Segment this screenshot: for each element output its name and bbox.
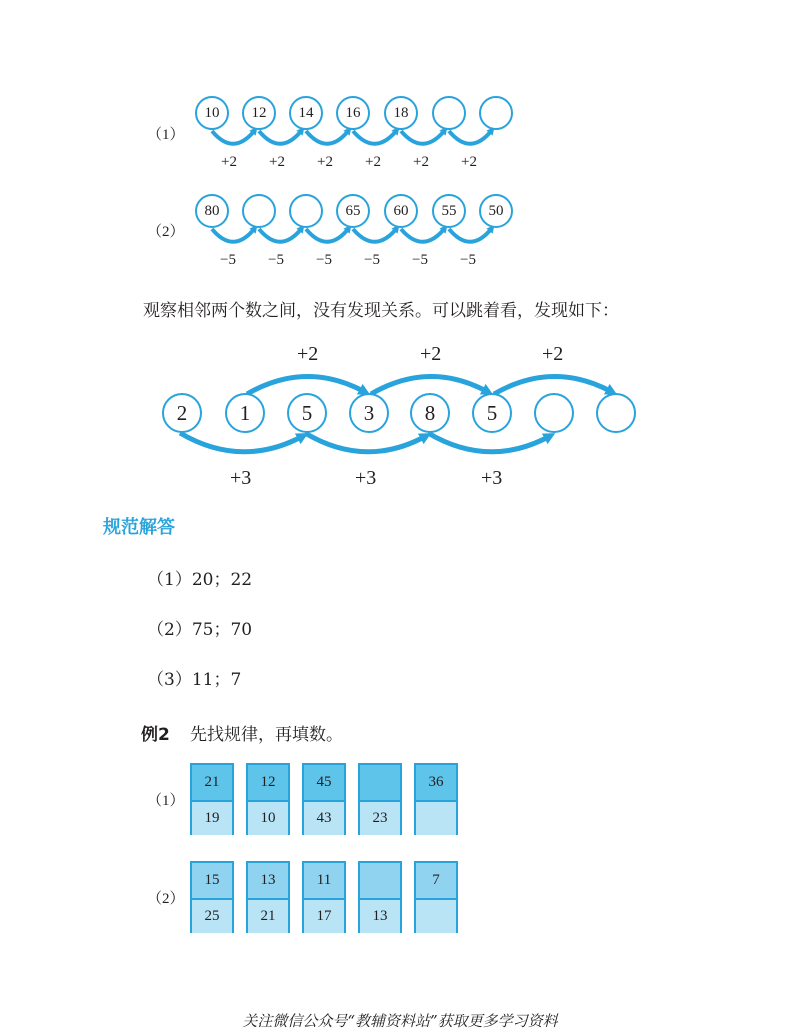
cards2-card-2 xyxy=(246,861,290,933)
seq2-step-1: −5 xyxy=(220,252,236,268)
cards2-card-5 xyxy=(414,861,458,933)
seq1-step-6: +2 xyxy=(461,154,477,170)
cards1-card-2 xyxy=(246,763,290,835)
solution-heading: 规范解答 xyxy=(103,517,175,538)
seq3-circle-7 xyxy=(534,393,574,433)
seq3-top-step-3: +2 xyxy=(542,343,564,365)
seq3-top-arrow-2 xyxy=(371,376,488,394)
seq2-step-6: −5 xyxy=(460,252,476,268)
seq2-circle-6: 55 xyxy=(432,194,466,228)
cards1-label: （1） xyxy=(147,793,185,809)
seq2-arrow-1 xyxy=(212,228,255,242)
footer-text: 关注微信公众号“教辅资料站”获取更多学习资料 xyxy=(242,1012,558,1030)
seq2-arrow-4 xyxy=(353,228,397,242)
example-text: 先找规律，再填数。 xyxy=(190,725,343,745)
seq1-step-1: +2 xyxy=(221,154,237,170)
cards1-card-bottom xyxy=(416,802,456,835)
seq3-top-step-2: +2 xyxy=(420,343,442,365)
cards1-card-4 xyxy=(358,763,402,835)
cards2-card-bottom: 17 xyxy=(304,900,344,933)
cards1-card-top xyxy=(360,765,400,802)
cards1-card-1 xyxy=(190,763,234,835)
cards2-card-3 xyxy=(302,861,346,933)
seq2-circle-3 xyxy=(289,194,323,228)
seq1-arrows xyxy=(212,130,492,144)
seq3-circle-6: 5 xyxy=(472,393,512,433)
seq1-circle-2: 12 xyxy=(242,96,276,130)
seq3-bottom-arrow-1 xyxy=(180,433,303,452)
cards1-card-top: 12 xyxy=(248,765,288,802)
seq2-arrow-3 xyxy=(306,228,349,242)
seq1-circle-4: 16 xyxy=(336,96,370,130)
seq3-top-arrow-1 xyxy=(247,376,365,394)
cards1-card-top: 36 xyxy=(416,765,456,802)
cards1-card-3 xyxy=(302,763,346,835)
seq3-circle-4: 3 xyxy=(349,393,389,433)
cards1-card-top: 21 xyxy=(192,765,232,802)
seq2-label: （2） xyxy=(147,224,185,240)
seq1-arrow-6 xyxy=(449,130,492,144)
seq1-step-3: +2 xyxy=(317,154,333,170)
seq2-circle-1: 80 xyxy=(195,194,229,228)
seq2-circle-2 xyxy=(242,194,276,228)
seq1-arrow-3 xyxy=(306,130,349,144)
cards1-card-bottom: 10 xyxy=(248,802,288,835)
seq3-bottom-step-2: +3 xyxy=(355,467,377,489)
cards1-card-5 xyxy=(414,763,458,835)
seq1-circle-6 xyxy=(432,96,466,130)
seq3-bottom-step-1: +3 xyxy=(230,467,252,489)
seq1-arrow-4 xyxy=(353,130,397,144)
observation-text: 观察相邻两个数之间，没有发现关系。可以跳着看，发现如下： xyxy=(143,301,619,321)
seq2-circle-4: 65 xyxy=(336,194,370,228)
seq2-step-2: −5 xyxy=(268,252,284,268)
seq2-step-3: −5 xyxy=(316,252,332,268)
seq2-circle-5: 60 xyxy=(384,194,418,228)
cards1-card-top: 45 xyxy=(304,765,344,802)
cards2-card-4 xyxy=(358,861,402,933)
example-title: 例2 xyxy=(141,725,170,745)
seq3-circle-2: 1 xyxy=(225,393,265,433)
cards1-card-bottom: 19 xyxy=(192,802,232,835)
seq1-circle-1: 10 xyxy=(195,96,229,130)
seq3-circle-5: 8 xyxy=(410,393,450,433)
seq2-step-5: −5 xyxy=(412,252,428,268)
seq3-bottom-step-3: +3 xyxy=(481,467,503,489)
cards2-card-bottom: 13 xyxy=(360,900,400,933)
cards1-card-bottom: 23 xyxy=(360,802,400,835)
answer-1: （1）20；22 xyxy=(147,570,253,590)
seq1-arrow-2 xyxy=(259,130,302,144)
cards2-card-1 xyxy=(190,861,234,933)
seq1-step-4: +2 xyxy=(365,154,381,170)
seq2-circle-7: 50 xyxy=(479,194,513,228)
cards2-card-bottom xyxy=(416,900,456,933)
cards1-card-bottom: 43 xyxy=(304,802,344,835)
seq1-arrow-1 xyxy=(212,130,255,144)
seq2-arrow-5 xyxy=(401,228,445,242)
cards2-card-bottom: 21 xyxy=(248,900,288,933)
cards2-card-top: 13 xyxy=(248,863,288,900)
cards2-card-top xyxy=(360,863,400,900)
cards2-card-top: 7 xyxy=(416,863,456,900)
seq1-step-5: +2 xyxy=(413,154,429,170)
seq2-arrows xyxy=(212,228,492,242)
seq3-top-step-1: +2 xyxy=(297,343,319,365)
answer-2: （2）75；70 xyxy=(147,620,253,640)
seq3-circle-1: 2 xyxy=(162,393,202,433)
cards2-card-top: 15 xyxy=(192,863,232,900)
answer-3: （3）11；7 xyxy=(147,670,242,690)
seq1-circle-3: 14 xyxy=(289,96,323,130)
seq1-step-2: +2 xyxy=(269,154,285,170)
seq1-label: （1） xyxy=(147,127,185,143)
seq2-arrow-6 xyxy=(449,228,492,242)
seq3-bottom-arrow-2 xyxy=(305,433,426,452)
seq1-circle-5: 18 xyxy=(384,96,418,130)
seq3-top-arrow-3 xyxy=(494,376,612,394)
seq1-arrow-5 xyxy=(401,130,445,144)
cards2-card-top: 11 xyxy=(304,863,344,900)
cards2-label: （2） xyxy=(147,891,185,907)
seq3-bottom-arrow-3 xyxy=(428,433,550,452)
seq3-circle-8 xyxy=(596,393,636,433)
cards2-card-bottom: 25 xyxy=(192,900,232,933)
seq2-arrow-2 xyxy=(259,228,302,242)
seq2-step-4: −5 xyxy=(364,252,380,268)
seq3-circle-3: 5 xyxy=(287,393,327,433)
seq1-circle-7 xyxy=(479,96,513,130)
